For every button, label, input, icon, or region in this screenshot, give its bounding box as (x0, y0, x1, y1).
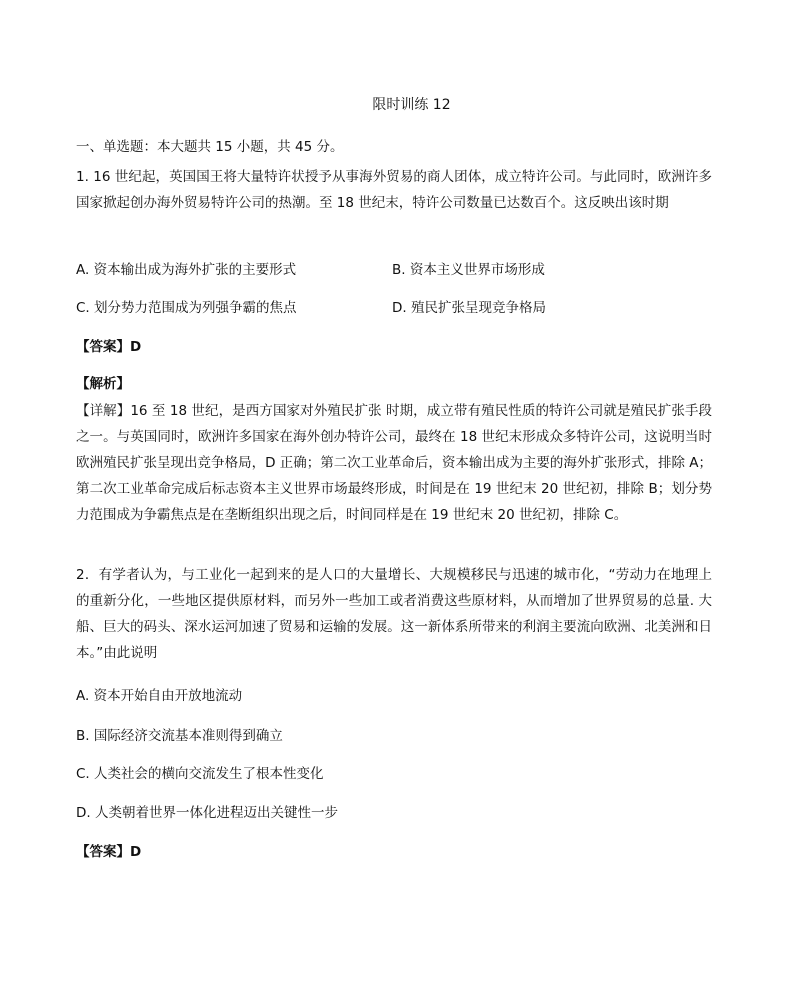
question-2-option-c: C. 人类社会的横向交流发生了根本性变化 (76, 766, 324, 782)
answer-label: 【答案】 (76, 844, 130, 860)
answer-label: 【答案】 (76, 339, 130, 355)
question-1-option-d: D. 殖民扩张呈现竞争格局 (392, 300, 546, 316)
question-1-options-row-1 (76, 258, 712, 280)
question-1-answer (76, 335, 141, 355)
question-2-option-a: A. 资本开始自由开放地流动 (76, 688, 243, 704)
question-1-analysis-label: 【解析】 (76, 376, 130, 392)
answer-value: D (130, 844, 142, 860)
question-2-answer (76, 840, 141, 860)
question-1-option-c: C. 划分势力范围成为列强争霸的焦点 (76, 300, 297, 316)
question-2-option-b: B. 国际经济交流基本准则得到确立 (76, 728, 283, 744)
section-header: 一、单选题：本大题共 15 小题，共 45 分。 (76, 139, 344, 155)
question-1-analysis-text: 【详解】16 至 18 世纪，是西方国家对外殖民扩张 时期，成立带有殖民性质的特许公司就是殖民扩张手段之一。与英国同时，欧洲许多国家在海外创办特许公司，最终在 18 世纪末形成众多特许公司，这说明当时欧洲殖民扩张呈现出竞争格局，D 正确；第二次工业革命后，资本输出成为主要的海外扩张形式，排除 A；第二次工业革命完成后标志资本主义世界市场最终形成，时间是在 19 世纪末 20 世纪初，排除 B；划分势力范围成为争霸焦点是在垄断组织出现之后，时间同样是在 19 世纪末 20 世纪初，排除 C。 (76, 403, 712, 523)
question-1-options-row-2 (76, 296, 712, 318)
question-2-option-d: D. 人类朝着世界一体化进程迈出关键性一步 (76, 805, 338, 821)
page-title: 限时训练 12 (372, 97, 451, 113)
question-1-option-b: B. 资本主义世界市场形成 (392, 262, 545, 278)
question-1-stem: 1. 16 世纪起，英国国王将大量特许状授予从事海外贸易的商人团体，成立特许公司。与此同时，欧洲许多国家掀起创办海外贸易特许公司的热潮。至 18 世纪末，特许公司数量已达数百个。这反映出该时期 (76, 169, 712, 211)
question-1-option-a: A. 资本输出成为海外扩张的主要形式 (76, 262, 297, 278)
answer-value: D (130, 339, 142, 355)
question-2-stem: 2．有学者认为，与工业化一起到来的是人口的大量增长、大规模移民与迅速的城市化，“劳动力在地理上的重新分化，一些地区提供原材料，而另外一些加工或者消费这些原材料，从而增加了世界贸易的总量. 大船、巨大的码头、深水运河加速了贸易和运输的发展。这一新体系所带来的利润主要流向欧洲、北美洲和日本。”由此说明 (76, 567, 712, 661)
